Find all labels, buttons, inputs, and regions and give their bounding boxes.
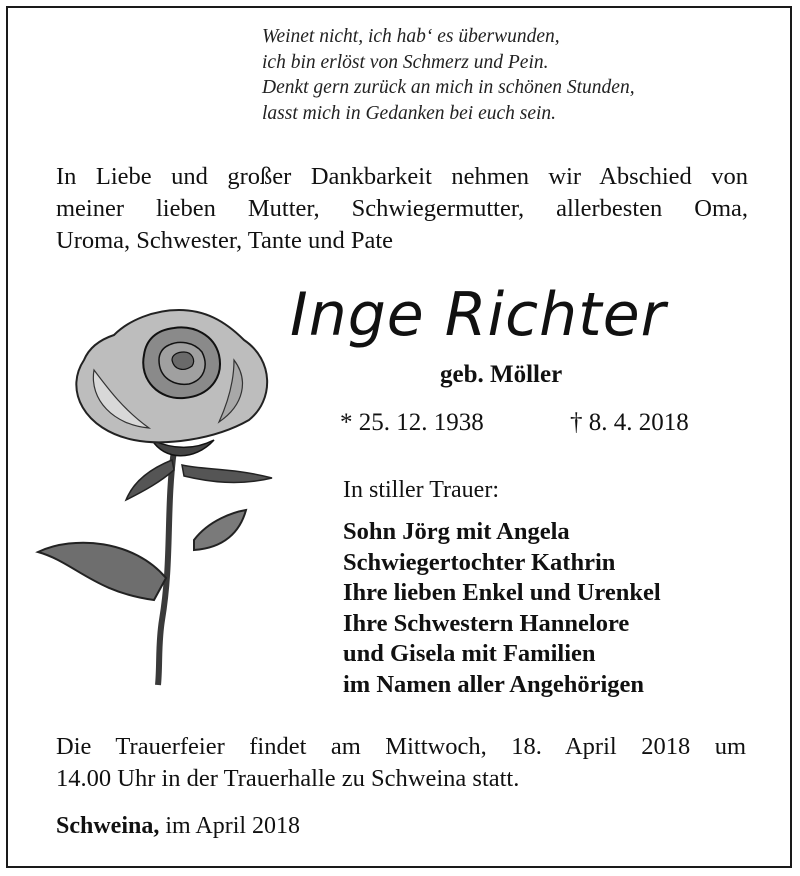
mourner-line: Ihre Schwestern Hannelore xyxy=(343,609,630,637)
mourning-label: In stiller Trauer: xyxy=(343,477,499,503)
mourner-line: im Namen aller Angehörigen xyxy=(343,670,645,698)
rose-icon xyxy=(34,300,284,690)
ceremony-text xyxy=(56,731,746,795)
intro-line: meiner lieben Mutter, Schwiegermutter, allerbesten Oma, xyxy=(56,195,748,222)
place-date xyxy=(56,813,300,840)
mourner-line: Ihre lieben Enkel und Urenkel xyxy=(343,579,661,606)
mourner-line: Schwiegertochter Kathrin xyxy=(343,548,616,576)
mourner-line: Sohn Jörg mit Angela xyxy=(343,518,570,545)
ceremony-line: Die Trauerfeier findet am Mittwoch, 18. April 2018 um xyxy=(56,733,746,760)
intro-text xyxy=(56,161,748,257)
deceased-name: Inge Richter xyxy=(290,280,667,350)
poem-line: Weinet nicht, ich hab‘ es überwunden, xyxy=(262,26,560,47)
mourner-line: und Gisela mit Familien xyxy=(343,640,596,667)
ceremony-line: 14.00 Uhr in der Trauerhalle zu Schweina statt. xyxy=(56,765,520,792)
maiden-name: geb. Möller xyxy=(440,361,563,388)
intro-line: In Liebe und großer Dankbarkeit nehmen wir Abschied von xyxy=(56,163,748,190)
birth-date: * 25. 12. 1938 xyxy=(340,409,484,436)
intro-line: Uroma, Schwester, Tante und Pate xyxy=(56,227,394,254)
death-date: † 8. 4. 2018 xyxy=(570,409,689,436)
notice-date: im April 2018 xyxy=(159,813,301,839)
poem-line: ich bin erlöst von Schmerz und Pein. xyxy=(262,51,549,73)
poem-line: lasst mich in Gedanken bei euch sein. xyxy=(262,102,557,124)
mourners-list xyxy=(343,517,661,700)
place-name: Schweina, xyxy=(56,813,160,839)
poem-line: Denkt gern zurück an mich in schönen Stunden, xyxy=(262,77,635,98)
poem xyxy=(262,24,635,126)
